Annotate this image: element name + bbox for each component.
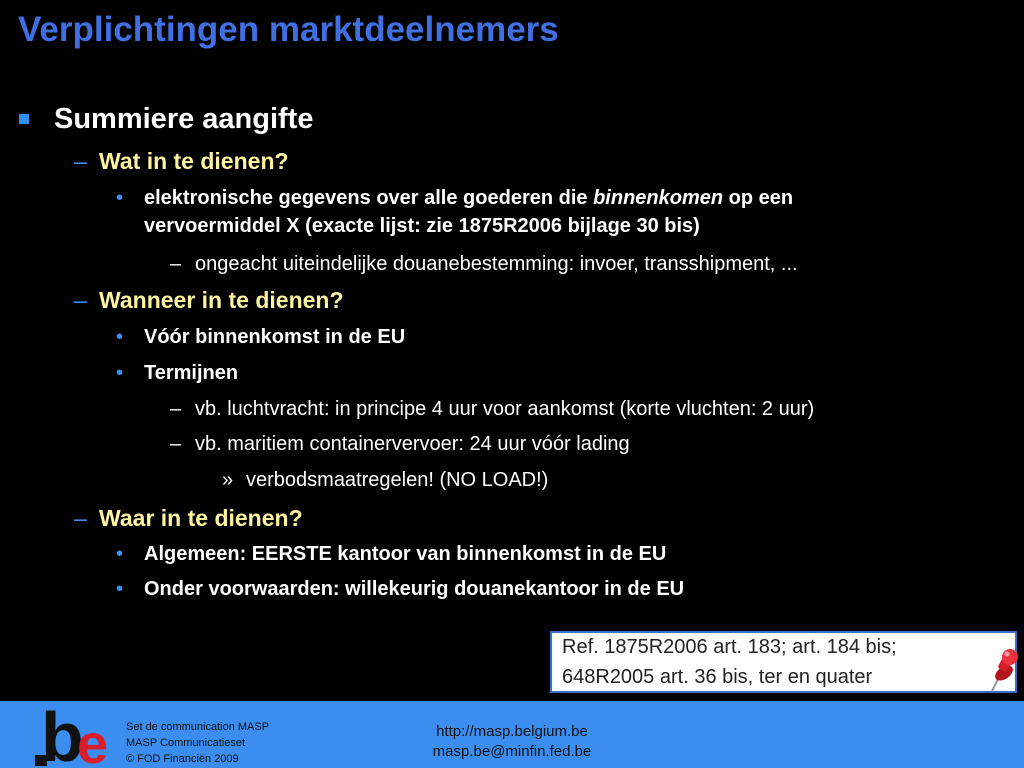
svg-text:e: e (77, 712, 109, 767)
item-elektronische-gegevens-cont: vervoermiddel X (exacte lijst: zie 1875R2006 bijlage 30 bis) (144, 215, 700, 237)
dash-marker: – (170, 253, 182, 275)
reference-box (550, 631, 1017, 693)
svg-text:b: b (41, 703, 84, 767)
subheading-waar: Waar in te dienen? (99, 505, 303, 531)
dash-marker: – (170, 433, 182, 455)
item-ongeacht: ongeacht uiteindelijke douanebestemming: invoer, transshipment, ... (195, 253, 798, 275)
footer-line-2: MASP Communicatieset (126, 737, 246, 749)
footer-line-3: © FOD Financiën 2009 (126, 753, 239, 765)
item-termijnen: Termijnen (144, 362, 239, 384)
footer-url-link[interactable]: http://masp.belgium.be (436, 723, 588, 740)
dot-marker: • (116, 326, 124, 348)
dot-marker: • (116, 578, 124, 600)
dot-marker: • (116, 362, 124, 384)
pushpin-icon (980, 649, 1020, 693)
subheading-wanneer: Wanneer in te dienen? (99, 287, 344, 313)
item-voor-binnenkomst: Vóór binnenkomst in de EU (144, 326, 406, 348)
item-verbodsmaatregelen: verbodsmaatregelen! (NO LOAD!) (246, 469, 549, 491)
dot-marker: • (116, 543, 124, 565)
reference-line-1: Ref. 1875R2006 art. 183; art. 184 bis; (562, 636, 897, 658)
heading-summiere-aangifte: Summiere aangifte (54, 103, 314, 135)
item-algemeen: Algemeen: EERSTE kantoor van binnenkomst in de EU (144, 543, 667, 565)
item-elektronische-gegevens (144, 187, 793, 210)
subheading-wat: Wat in te dienen? (99, 148, 289, 174)
dash-marker: – (74, 287, 87, 313)
slide-title: Verplichtingen marktdeelnemers (18, 10, 559, 49)
item-emphasis: binnenkomen (593, 187, 724, 209)
footer-line-1: Set de communication MASP (126, 721, 270, 733)
item-maritiem: vb. maritiem containervervoer: 24 uur vóór lading (195, 433, 630, 455)
dot-marker: • (116, 187, 124, 209)
reference-line-2: 648R2005 art. 36 bis, ter en quater (562, 666, 873, 688)
be-logo (33, 703, 121, 767)
square-bullet-icon (19, 114, 29, 124)
item-luchtvracht: vb. luchtvracht: in principe 4 uur voor aankomst (korte vluchten: 2 uur) (195, 398, 815, 420)
dash-marker: – (170, 398, 182, 420)
item-text: elektronische gegevens over alle goederen die (144, 187, 594, 209)
raquo-marker: » (222, 469, 234, 491)
footer-bar (0, 701, 1024, 768)
dash-marker: – (74, 148, 87, 174)
footer-email-link[interactable]: masp.be@minfin.fed.be (432, 743, 592, 760)
item-text: op een (723, 187, 794, 209)
item-onder-voorwaarden: Onder voorwaarden: willekeurig douanekantoor in de EU (144, 578, 685, 600)
dash-marker: – (74, 505, 87, 531)
